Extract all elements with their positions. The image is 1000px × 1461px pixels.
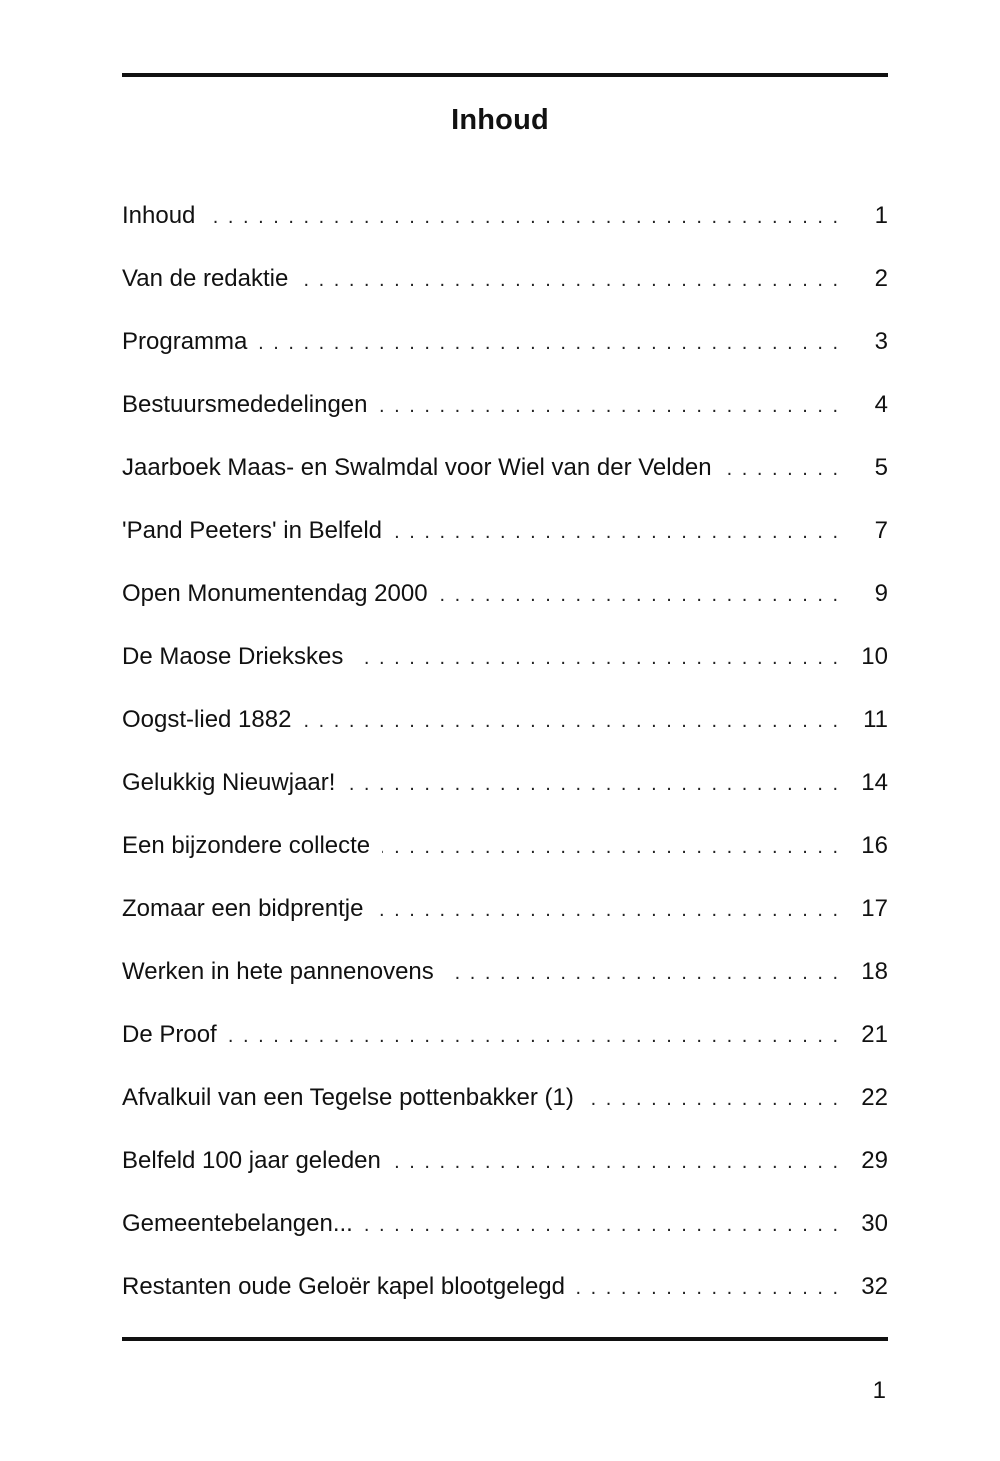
dot-leader [393,1152,840,1172]
dot-leader [382,837,840,857]
toc-entry [122,454,888,517]
toc-entry-title: Jaarboek Maas- en Swalmdal voor Wiel van der Velden [122,454,712,481]
toc-entry-title: Een bijzondere collecte [122,832,371,859]
toc-entry [122,1021,888,1084]
toc-entry-page: 9 [874,580,888,607]
dot-leader [303,711,840,731]
toc-entry [122,706,888,769]
dot-leader [446,963,840,983]
toc-entry [122,895,888,958]
toc-entry-page: 4 [874,391,888,418]
toc-entry-title: Restanten oude Geloër kapel blootgelegd [122,1273,565,1300]
dot-leader [347,774,840,794]
toc-entry-title: 'Pand Peeters' in Belfeld [122,517,382,544]
toc-entry-page: 22 [861,1084,888,1111]
toc-entry [122,769,888,832]
toc-entry [122,391,888,454]
dot-leader [724,459,840,479]
toc-entry [122,202,888,265]
dot-leader [380,396,841,416]
toc-entry-page: 5 [874,454,888,481]
toc-entry-title: Van de redaktie [122,265,289,292]
toc-entry-page: 16 [861,832,888,859]
toc-entry [122,328,888,391]
toc-entry-title: Programma [122,328,248,355]
toc-entry-page: 30 [861,1210,888,1237]
toc-entry-page: 14 [861,769,888,796]
toc-entry [122,832,888,895]
toc-entry-title: De Proof [122,1021,217,1048]
toc-entry-title: Belfeld 100 jaar geleden [122,1147,381,1174]
dot-leader [440,585,840,605]
dot-leader [365,1215,840,1235]
page-number: 1 [872,1377,886,1404]
toc-entry [122,1273,888,1336]
toc-entry-page: 10 [861,643,888,670]
toc-entry-page: 29 [861,1147,888,1174]
dot-leader [375,900,840,920]
toc-entry [122,958,888,1021]
toc-entry-page: 32 [861,1273,888,1300]
toc-entry-page: 2 [874,265,888,292]
toc-entry-page: 11 [863,706,888,733]
toc-entry-title: Gelukkig Nieuwjaar! [122,769,336,796]
toc-entry-page: 17 [861,895,888,922]
dot-leader [577,1278,840,1298]
toc-entry [122,517,888,580]
page-title: Inhoud [451,104,549,136]
dot-leader [207,207,840,227]
toc-entry-title: Gemeentebelangen... [122,1210,353,1237]
toc-entry [122,643,888,706]
toc-entry-page: 7 [874,517,888,544]
toc-entry-page: 21 [861,1021,888,1048]
toc-entry [122,1084,888,1147]
toc-entry [122,580,888,643]
toc-entry-page: 3 [874,328,888,355]
dot-leader [229,1026,840,1046]
table-of-contents [122,202,888,1336]
dot-leader [355,648,840,668]
top-rule [122,73,888,77]
dot-leader [586,1089,840,1109]
toc-entry-title: Inhoud [122,202,196,229]
toc-entry [122,265,888,328]
toc-entry [122,1210,888,1273]
bottom-rule [122,1337,888,1341]
toc-entry-title: De Maose Driekskes [122,643,344,670]
toc-entry-title: Oogst-lied 1882 [122,706,292,733]
toc-entry-title: Bestuursmededelingen [122,391,368,418]
toc-entry [122,1147,888,1210]
dot-leader [300,270,840,290]
dot-leader [259,333,840,353]
toc-entry-title: Zomaar een bidprentje [122,895,364,922]
toc-entry-title: Afvalkuil van een Tegelse pottenbakker (1) [122,1084,574,1111]
toc-entry-page: 18 [861,958,888,985]
dot-leader [394,522,840,542]
toc-entry-title: Open Monumentendag 2000 [122,580,428,607]
toc-entry-title: Werken in hete pannenovens [122,958,434,985]
toc-entry-page: 1 [874,202,888,229]
